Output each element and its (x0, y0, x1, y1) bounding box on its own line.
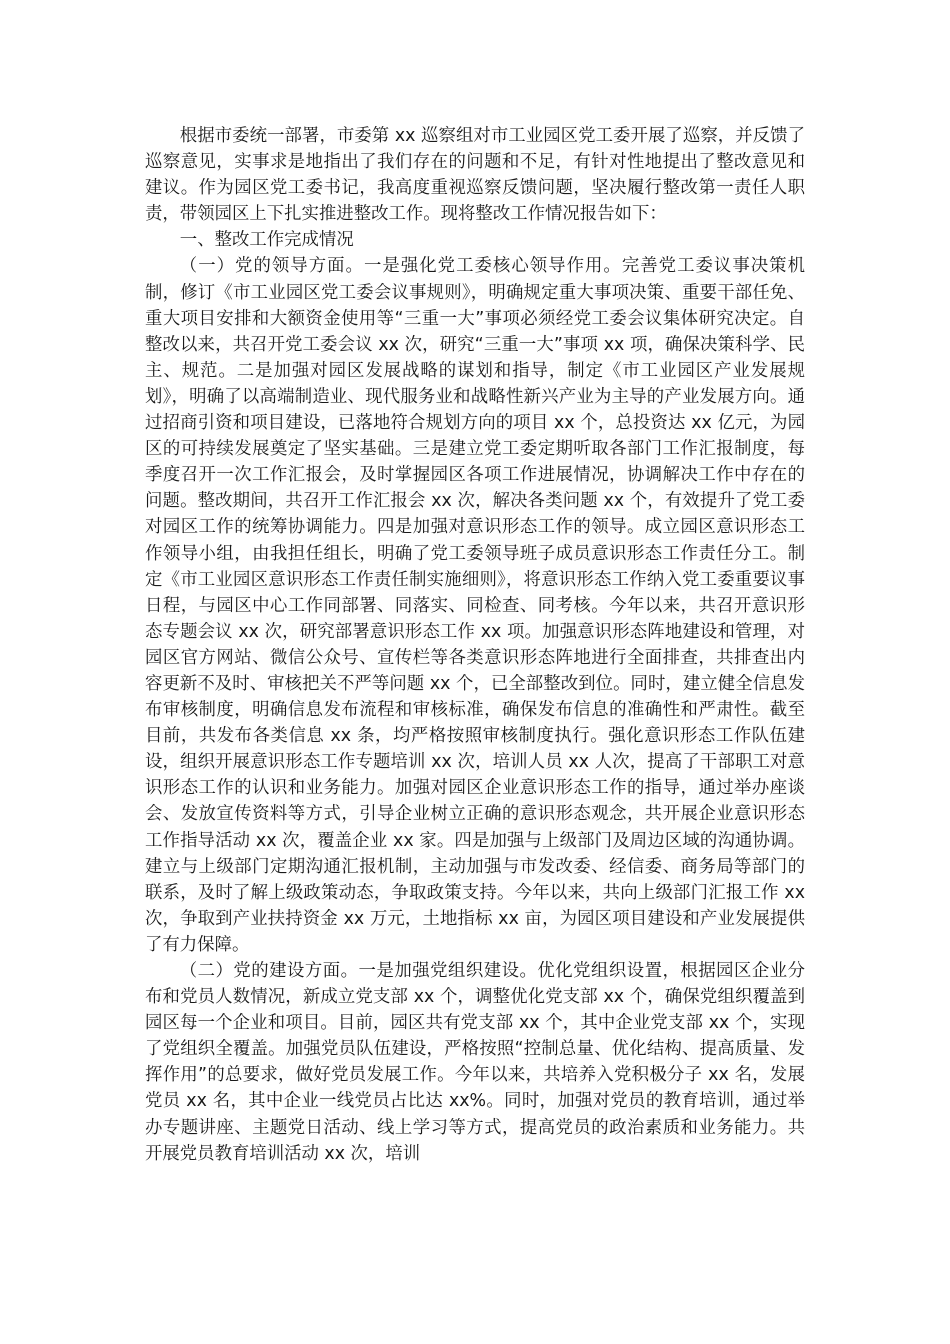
intro-paragraph: 根据市委统一部署，市委第 xx 巡察组对市工业园区党工委开展了巡察，并反馈了巡察意见，实事求是地指出了我们存在的问题和不足，有针对性地提出了整改意见和建议。作为园区党工委书记，我高度重视巡察反馈问题，坚决履行整改第一责任人职责，带领园区上下扎实推进整改工作。现将整改工作情况报告如下： (145, 126, 805, 225)
leadership-paragraph: （一）党的领导方面。一是强化党工委核心领导作用。完善党工委议事决策机制，修订《市工业园区党工委会议事规则》，明确规定重大事项决策、重要干部任免、重大项目安排和大额资金使用等“三重一大”事项必须经党工委会议集体研究决定。自整改以来，共召开党工委会议 xx 次，研究“三重一大”事项 xx 项，确保决策科学、民主、规范。二是加强对园区发展战略的谋划和指导，制定《市工业园区产业发展规划》，明确了以高端制造业、现代服务业和战略性新兴产业为主导的产业发展方向。通过招商引资和项目建设，已落地符合规划方向的项目 xx 个，总投资达 xx 亿元，为园区的可持续发展奠定了坚实基础。三是建立党工委定期听取各部门工作汇报制度，每季度召开一次工作汇报会，及时掌握园区各项工作进展情况，协调解决工作中存在的问题。整改期间，共召开工作汇报会 xx 次，解决各类问题 xx 个，有效提升了党工委对园区工作的统筹协调能力。四是加强对意识形态工作的领导。成立园区意识形态工作领导小组，由我担任组长，明确了党工委领导班子成员意识形态工作责任分工。制定《市工业园区意识形态工作责任制实施细则》，将意识形态工作纳入党工委重要议事日程，与园区中心工作同部署、同落实、同检查、同考核。今年以来，共召开意识形态专题会议 xx 次，研究部署意识形态工作 xx 项。加强意识形态阵地建设和管理，对园区官方网站、微信公众号、宣传栏等各类意识形态阵地进行全面排查，共排查出内容更新不及时、审核把关不严等问题 xx 个，已全部整改到位。同时，建立健全信息发布审核制度，明确信息发布流程和审核标准，确保发布信息的准确性和严肃性。截至目前，共发布各类信息 xx 条，均严格按照审核制度执行。强化意识形态工作队伍建设，组织开展意识形态工作专题培训 xx 次，培训人员 xx 人次，提高了干部职工对意识形态工作的认识和业务能力。加强对园区企业意识形态工作的指导，通过举办座谈会、发放宣传资料等方式，引导企业树立正确的意识形态观念，共开展企业意识形态工作指导活动 xx 次，覆盖企业 xx 家。四是加强与上级部门及周边区域的沟通协调。建立与上级部门定期沟通汇报机制，主动加强与市发改委、经信委、商务局等部门的联系，及时了解上级政策动态，争取政策支持。今年以来，共向上级部门汇报工作 xx 次，争取到产业扶持资金 xx 万元，土地指标 xx 亩，为园区项目建设和产业发展提供了有力保障。 (145, 256, 805, 955)
party-building-paragraph: （二）党的建设方面。一是加强党组织建设。优化党组织设置，根据园区企业分布和党员人数情况，新成立党支部 xx 个，调整优化党支部 xx 个，确保党组织覆盖到园区每一个企业和项目。目前，园区共有党支部 xx 个，其中企业党支部 xx 个，实现了党组织全覆盖。加强党员队伍建设，严格按照“控制总量、优化结构、提高质量、发挥作用”的总要求，做好党员发展工作。今年以来，共培养入党积极分子 xx 名，发展党员 xx 名，其中企业一线党员占比达 xx%。同时，加强对党员的教育培训，通过举办专题讲座、主题党日活动、线上学习等方式，提高党员的政治素质和业务能力。共开展党员教育培训活动 xx 次，培训 (145, 961, 805, 1164)
document-body (145, 123, 805, 1167)
section-heading: 一、整改工作完成情况 (179, 230, 354, 251)
